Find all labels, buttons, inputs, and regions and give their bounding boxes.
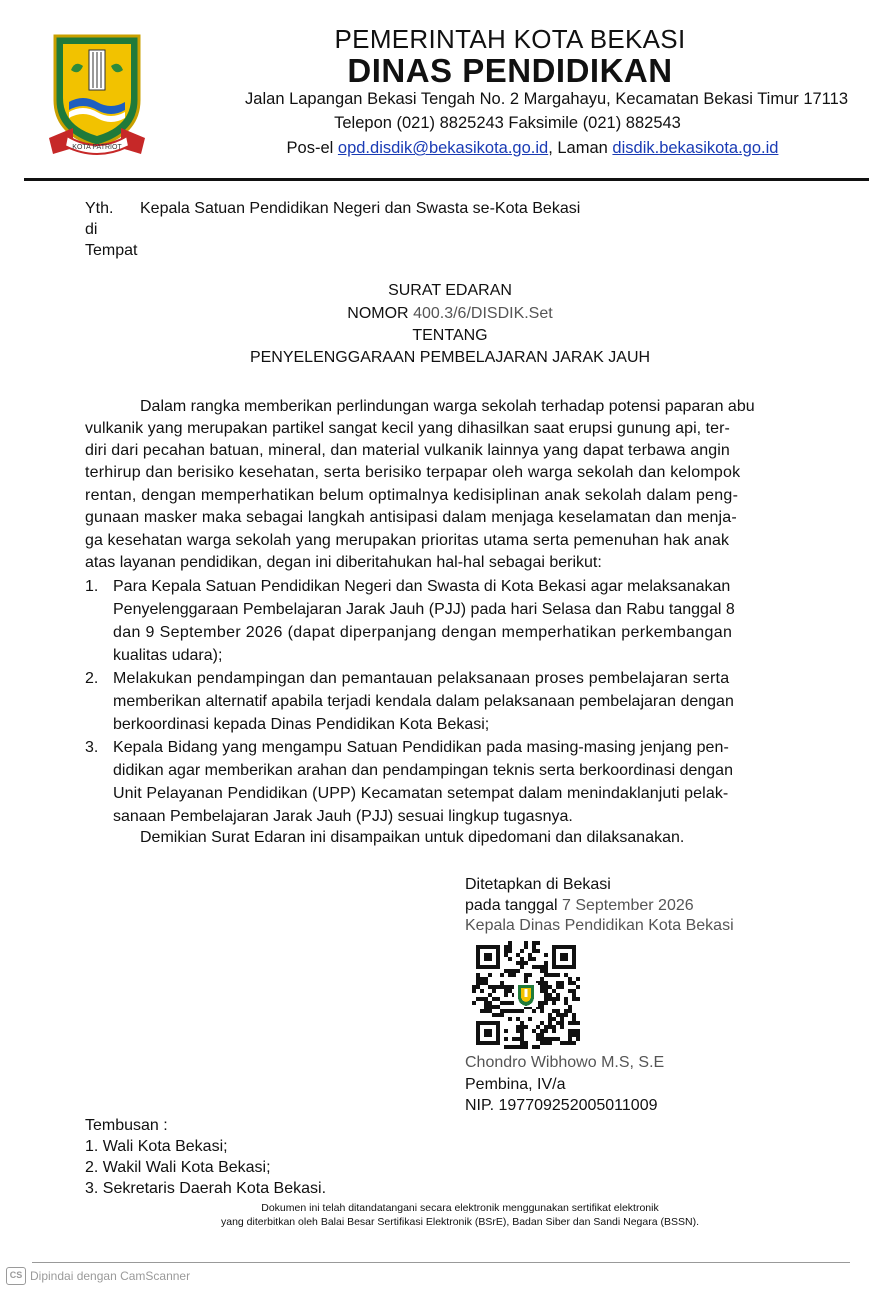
intro-line: gunaan masker maka sebagai langkah antisipasi dalam menjaga keselamatan dan menja- xyxy=(85,509,737,526)
item-line: Para Kepala Satuan Pendidikan Negeri dan Swasta di Kota Bekasi agar melaksanakan xyxy=(113,578,731,595)
logo-text: KOTA PATRIOT xyxy=(72,144,122,151)
item-number: 3. xyxy=(85,739,99,756)
nomor-label: NOMOR xyxy=(347,305,414,322)
item-line: Unit Pelayanan Pendidikan (UPP) Kecamatan setempat dalam menindaklanjuti pelak- xyxy=(113,785,729,802)
website-link[interactable]: disdik.bekasikota.go.id xyxy=(612,139,779,157)
letter-type: SURAT EDARAN xyxy=(388,282,512,299)
item-line: didikan agar memberikan arahan dan pendampingan teknis serta berkoordinasi dengan xyxy=(113,762,733,779)
letterhead-government: PEMERINTAH KOTA BEKASI xyxy=(334,24,686,54)
sign-position: Kepala Dinas Pendidikan Kota Bekasi xyxy=(465,917,734,934)
bottom-divider xyxy=(32,1262,850,1263)
sign-date xyxy=(465,897,694,915)
e-signature-note: Dokumen ini telah ditandatangani secara elektronik menggunakan sertifikat elektronik xyxy=(261,1202,659,1214)
tembusan-item: 3. Sekretaris Daerah Kota Bekasi. xyxy=(85,1180,327,1197)
site-prefix: , Laman xyxy=(548,139,613,157)
tembusan-item: 1. Wali Kota Bekasi; xyxy=(85,1138,228,1155)
signer-name: Chondro Wibhowo M.S, S.E xyxy=(465,1054,665,1071)
item-number: 1. xyxy=(85,578,99,595)
recipient-tempat: Tempat xyxy=(85,242,138,259)
item-line: Penyelenggaraan Pembelajaran Jarak Jauh (PJJ) pada hari Selasa dan Rabu tanggal 8 xyxy=(113,601,735,618)
tembusan-label: Tembusan : xyxy=(85,1117,168,1134)
sign-date-value: 7 September 2026 xyxy=(561,897,694,914)
letterhead-agency: DINAS PENDIDIKAN xyxy=(347,52,673,89)
e-signature-note: yang diterbitkan oleh Balai Besar Sertifikasi Elektronik (BSrE), Badan Siber dan Sandi Negara (BSSN). xyxy=(221,1216,699,1228)
tembusan-item: 2. Wakil Wali Kota Bekasi; xyxy=(85,1159,271,1176)
camscanner-watermark xyxy=(6,1267,190,1285)
nomor-value: 400.3/6/DISDIK.Set xyxy=(413,305,553,322)
intro-line: rentan, dengan memperhatikan belum optimalnya kedisiplinan anak sekolah dalam peng- xyxy=(85,487,739,504)
intro-line: diri dari pecahan batuan, mineral, dan material vulkanik lainnya yang dapat terbawa angin xyxy=(85,442,730,459)
item-line: kualitas udara); xyxy=(113,647,223,664)
closing-statement: Demikian Surat Edaran ini disampaikan untuk dipedomani dan dilaksanakan. xyxy=(140,829,685,846)
item-line: memberikan alternatif apabila terjadi kendala dalam pelaksanaan pembelajaran dengan xyxy=(113,693,734,710)
item-line: sanaan Pembelajaran Jarak Jauh (PJJ) sesuai lingkup tugasnya. xyxy=(113,808,573,825)
email-prefix: Pos-el xyxy=(286,139,338,157)
item-line: Melakukan pendampingan dan pemantauan pelaksanaan proses pembelajaran serta xyxy=(113,670,730,687)
recipient-di: di xyxy=(85,221,98,238)
intro-line: atas layanan pendidikan, degan ini diberitahukan hal-hal sebagai berikut: xyxy=(85,554,602,571)
letterhead-phone: Telepon (021) 8825243 Faksimile (021) 882543 xyxy=(334,114,681,132)
item-line: dan 9 September 2026 (dapat diperpanjang dengan memperhatikan perkembangan xyxy=(113,624,733,641)
letterhead-address: Jalan Lapangan Bekasi Tengah No. 2 Margahayu, Kecamatan Bekasi Timur 17113 xyxy=(245,90,848,108)
camscanner-icon: CS xyxy=(6,1267,26,1285)
intro-line: Dalam rangka memberikan perlindungan warga sekolah terhadap potensi paparan abu xyxy=(140,398,755,415)
recipient-to: Kepala Satuan Pendidikan Negeri dan Swasta se-Kota Bekasi xyxy=(140,200,581,217)
letter-subject: PENYELENGGARAAN PEMBELAJARAN JARAK JAUH xyxy=(249,349,651,366)
intro-line: terhirup dan berisiko kesehatan, serta berisiko terpapar oleh warga sekolah dan kelompok xyxy=(85,464,741,481)
letterhead-contact xyxy=(150,139,893,158)
item-line: Kepala Bidang yang mengampu Satuan Pendidikan pada masing-masing jenjang pen- xyxy=(113,739,729,756)
sign-date-label: pada tanggal xyxy=(465,897,562,914)
email-link[interactable]: opd.disdik@bekasikota.go.id xyxy=(337,139,549,157)
intro-line: vulkanik yang merupakan partikel sangat kecil yang dihasilkan saat erupsi gunung api, ter- xyxy=(85,420,730,437)
item-number: 2. xyxy=(85,670,99,687)
item-line: berkoordinasi kepada Dinas Pendidikan Kota Bekasi; xyxy=(113,716,490,733)
signer-nip: NIP. 197709252005011009 xyxy=(465,1097,658,1114)
letter-number xyxy=(150,305,750,323)
letter-tentang: TENTANG xyxy=(412,327,488,344)
intro-line: ga kesehatan warga sekolah yang merupakan prioritas utama serta pemenuhan hak anak xyxy=(85,532,730,549)
qr-code-icon xyxy=(472,941,580,1049)
kota-bekasi-logo xyxy=(45,30,149,158)
camscanner-text: Dipindai dengan CamScanner xyxy=(30,1269,191,1283)
letterhead-divider xyxy=(24,178,869,181)
recipient-yth: Yth. xyxy=(85,200,114,217)
sign-place: Ditetapkan di Bekasi xyxy=(465,876,611,893)
signer-rank: Pembina, IV/a xyxy=(465,1076,566,1093)
